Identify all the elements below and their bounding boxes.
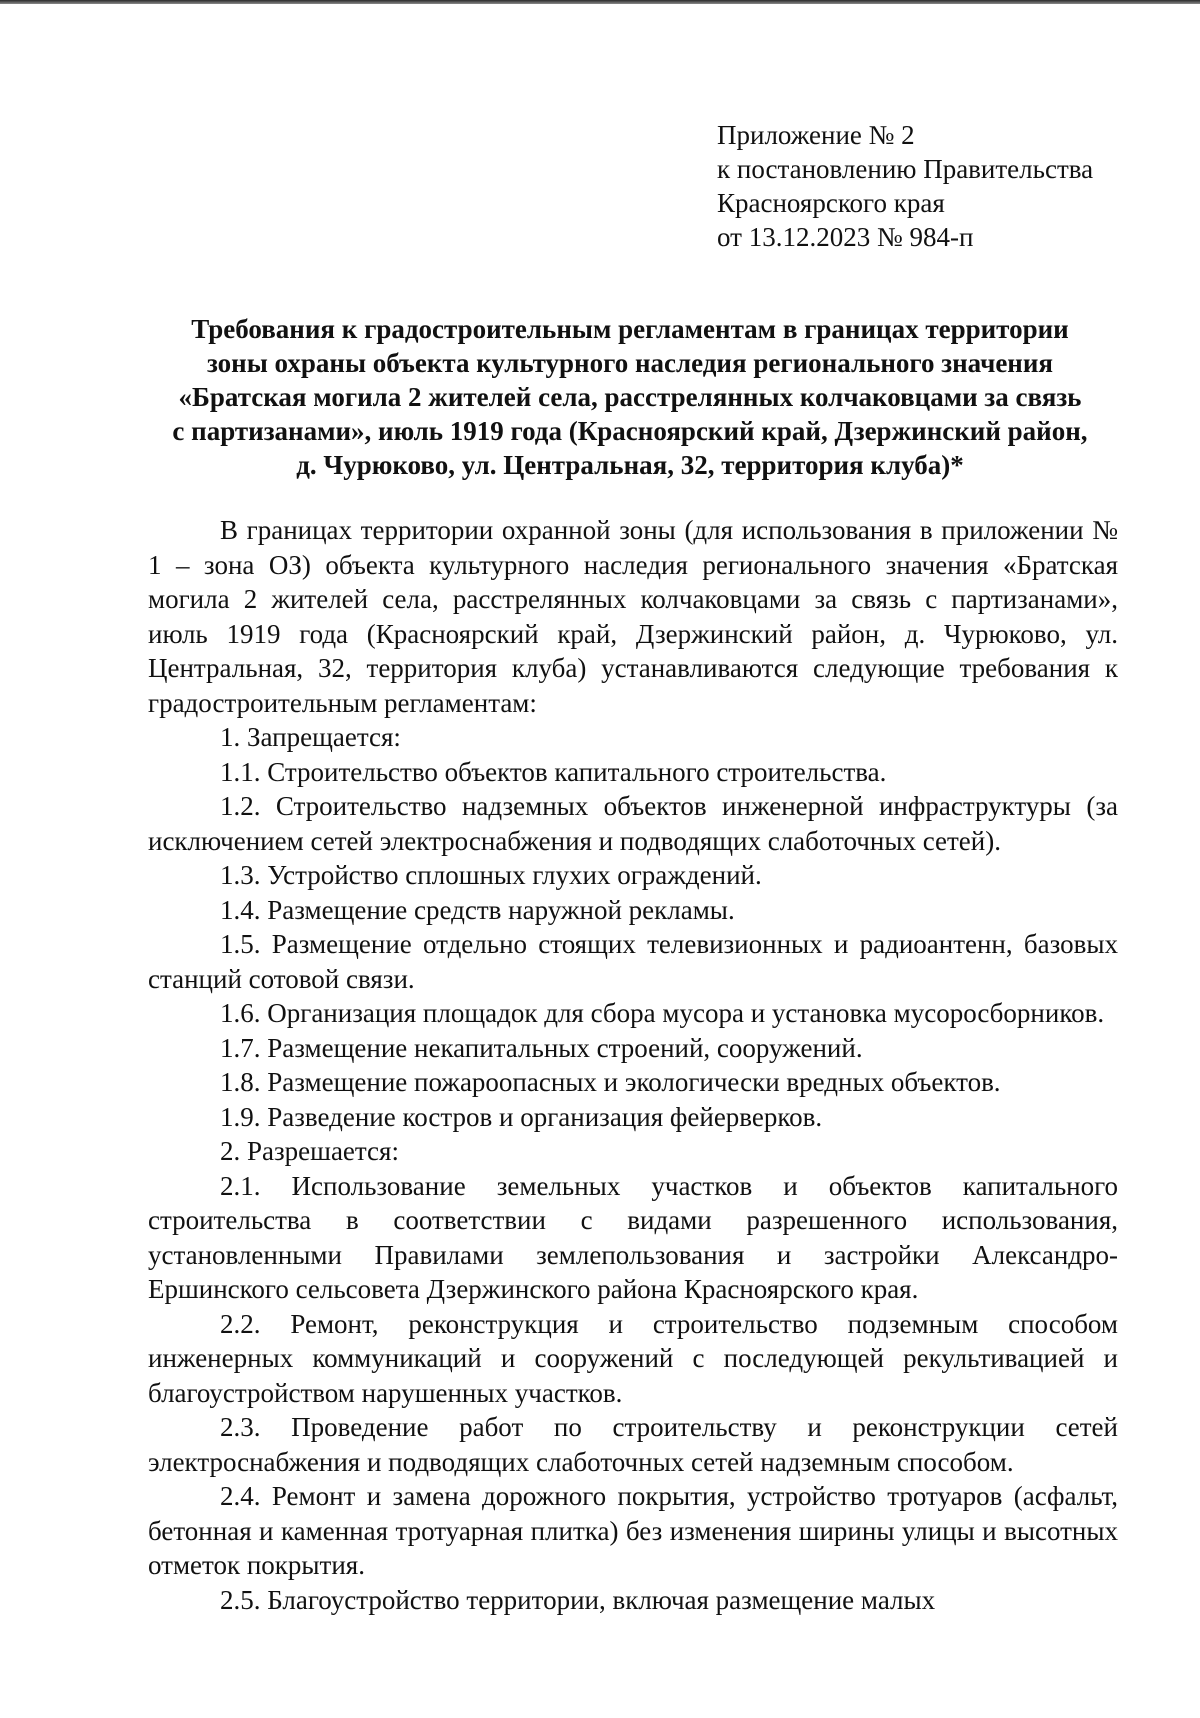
appendix-number: Приложение № 2 xyxy=(717,120,915,150)
title-line: д. Чурюково, ул. Центральная, 32, территория клуба)* xyxy=(296,450,964,480)
appendix-header xyxy=(717,118,1093,254)
list-item: 1.4. Размещение средств наружной рекламы. xyxy=(220,894,735,925)
appendix-resolution: к постановлению Правительства xyxy=(717,154,1094,184)
appendix-date-number: от 13.12.2023 № 984-п xyxy=(717,222,974,252)
list-item: 2.4. Ремонт и замена дорожного покрытия, устройство тротуаров (асфальт, бетонная и каменная тротуарная плитка) без изменения ширины улицы и высотных отметок покрытия. xyxy=(148,1481,1118,1580)
list-item: 2.5. Благоустройство территории, включая размещение малых xyxy=(220,1584,936,1615)
list-item: 1.3. Устройство сплошных глухих ограждений. xyxy=(220,860,762,890)
section-heading-prohibited: 1. Запрещается: xyxy=(220,722,401,752)
document-body xyxy=(148,513,1118,1617)
list-item: 1.7. Размещение некапитальных строений, сооружений. xyxy=(220,1032,863,1063)
section-heading-allowed: 2. Разрешается: xyxy=(220,1136,399,1166)
title-line: зоны охраны объекта культурного наследия регионального значения xyxy=(206,348,1054,378)
list-item: 1.9. Разведение костров и организация фейерверков. xyxy=(220,1101,823,1132)
list-item: 2.2. Ремонт, реконструкция и строительство подземным способом инженерных коммуникаций и сооружений с последующей рекультивацией и благоустройством нарушенных участков. xyxy=(148,1308,1118,1408)
title-line: «Братская могила 2 жителей села, расстрелянных колчаковцами за связь xyxy=(178,382,1082,412)
title-line: Требования к градостроительным регламентам в границах территории xyxy=(191,314,1069,344)
document-title xyxy=(140,312,1120,482)
intro-paragraph: В границах территории охранной зоны (для использования в приложении № 1 – зона ОЗ) объекта культурного наследия регионального значения «Братская могила 2 жителей села, расстрелянных колчаковцами за связь с партизанами», июль 1919 года (Красноярский край, Дзержинский район, д. Чурюково, ул. Центральная, 32, территория клуба) устанавливаются следующие требования к градостроительным регламентам: xyxy=(148,515,1118,718)
list-item: 2.3. Проведение работ по строительству и реконструкции сетей электроснабжения и подводящих слаботочных сетей надземным способом. xyxy=(148,1412,1118,1477)
list-item: 1.8. Размещение пожароопасных и экологически вредных объектов. xyxy=(220,1067,1001,1097)
list-item: 1.1. Строительство объектов капитального строительства. xyxy=(220,756,887,787)
title-line: с партизанами», июль 1919 года (Красноярский край, Дзержинский район, xyxy=(172,416,1088,446)
appendix-region: Красноярского края xyxy=(717,188,945,218)
list-item: 1.5. Размещение отдельно стоящих телевизионных и радиоантенн, базовых станций сотовой связи. xyxy=(148,929,1118,994)
list-item: 1.2. Строительство надземных объектов инженерной инфраструктуры (за исключением сетей электроснабжения и подводящих слаботочных сетей). xyxy=(148,791,1118,856)
list-item: 2.1. Использование земельных участков и объектов капитального строительства в соответствии с видами разрешенного использования, установленными Правилами землепользования и застройки Александро-Ершинского сельсовета Дзержинского района Красноярского края. xyxy=(148,1170,1118,1304)
list-item: 1.6. Организация площадок для сбора мусора и установка мусоросборников. xyxy=(220,998,1105,1028)
